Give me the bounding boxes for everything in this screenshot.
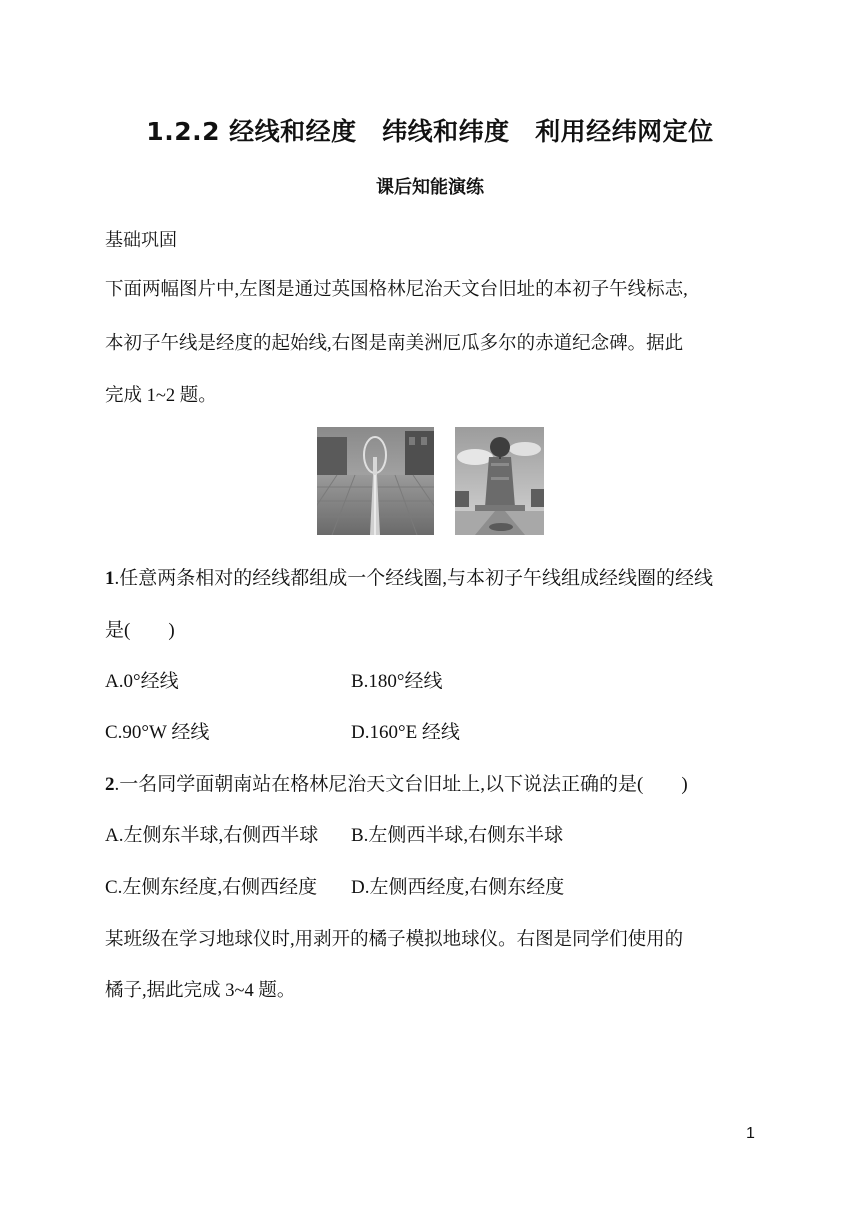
intro-paragraph-line: 橘子,据此完成 3~4 题。 (105, 981, 296, 1001)
option-c: C.左侧东经度,右侧西经度 (105, 877, 318, 898)
page-title: 1.2.2 经线和经度 纬线和纬度 利用经纬网定位 (146, 117, 714, 146)
page-subtitle: 课后知能演练 (376, 177, 484, 198)
section-heading: 基础巩固 (105, 230, 177, 251)
question-2-number: 2 (105, 774, 115, 795)
question-2-line (105, 769, 688, 796)
option-a: A.左侧东半球,右侧西半球 (105, 825, 319, 846)
intro-paragraph-line: 完成 1~2 题。 (105, 386, 217, 406)
question-1-number: 1 (105, 568, 115, 589)
option-b: B.左侧西半球,右侧东半球 (351, 825, 564, 846)
equator-monument-photo (455, 427, 544, 535)
question-1-line: 是( ) (105, 620, 175, 641)
question-1-text: .任意两条相对的经线都组成一个经线圈,与本初子午线组成经线圈的经线 (114, 568, 714, 589)
intro-paragraph-line: 本初子午线是经度的起始线,右图是南美洲厄瓜多尔的赤道纪念碑。据此 (105, 334, 684, 354)
option-a: A.0°经线 (105, 671, 179, 692)
intro-paragraph-line: 下面两幅图片中,左图是通过英国格林尼治天文台旧址的本初子午线标志, (105, 280, 688, 300)
question-1-line (105, 563, 713, 590)
option-c: C.90°W 经线 (105, 722, 210, 743)
option-d: D.左侧西经度,右侧东经度 (351, 877, 565, 898)
option-d: D.160°E 经线 (351, 722, 460, 743)
question-2-text: .一名同学面朝南站在格林尼治天文台旧址上,以下说法正确的是( ) (114, 774, 688, 795)
option-b: B.180°经线 (351, 671, 443, 692)
greenwich-meridian-photo (317, 427, 434, 535)
page-number: 1 (746, 1125, 755, 1142)
intro-paragraph-line: 某班级在学习地球仪时,用剥开的橘子模拟地球仪。右图是同学们使用的 (105, 930, 684, 950)
